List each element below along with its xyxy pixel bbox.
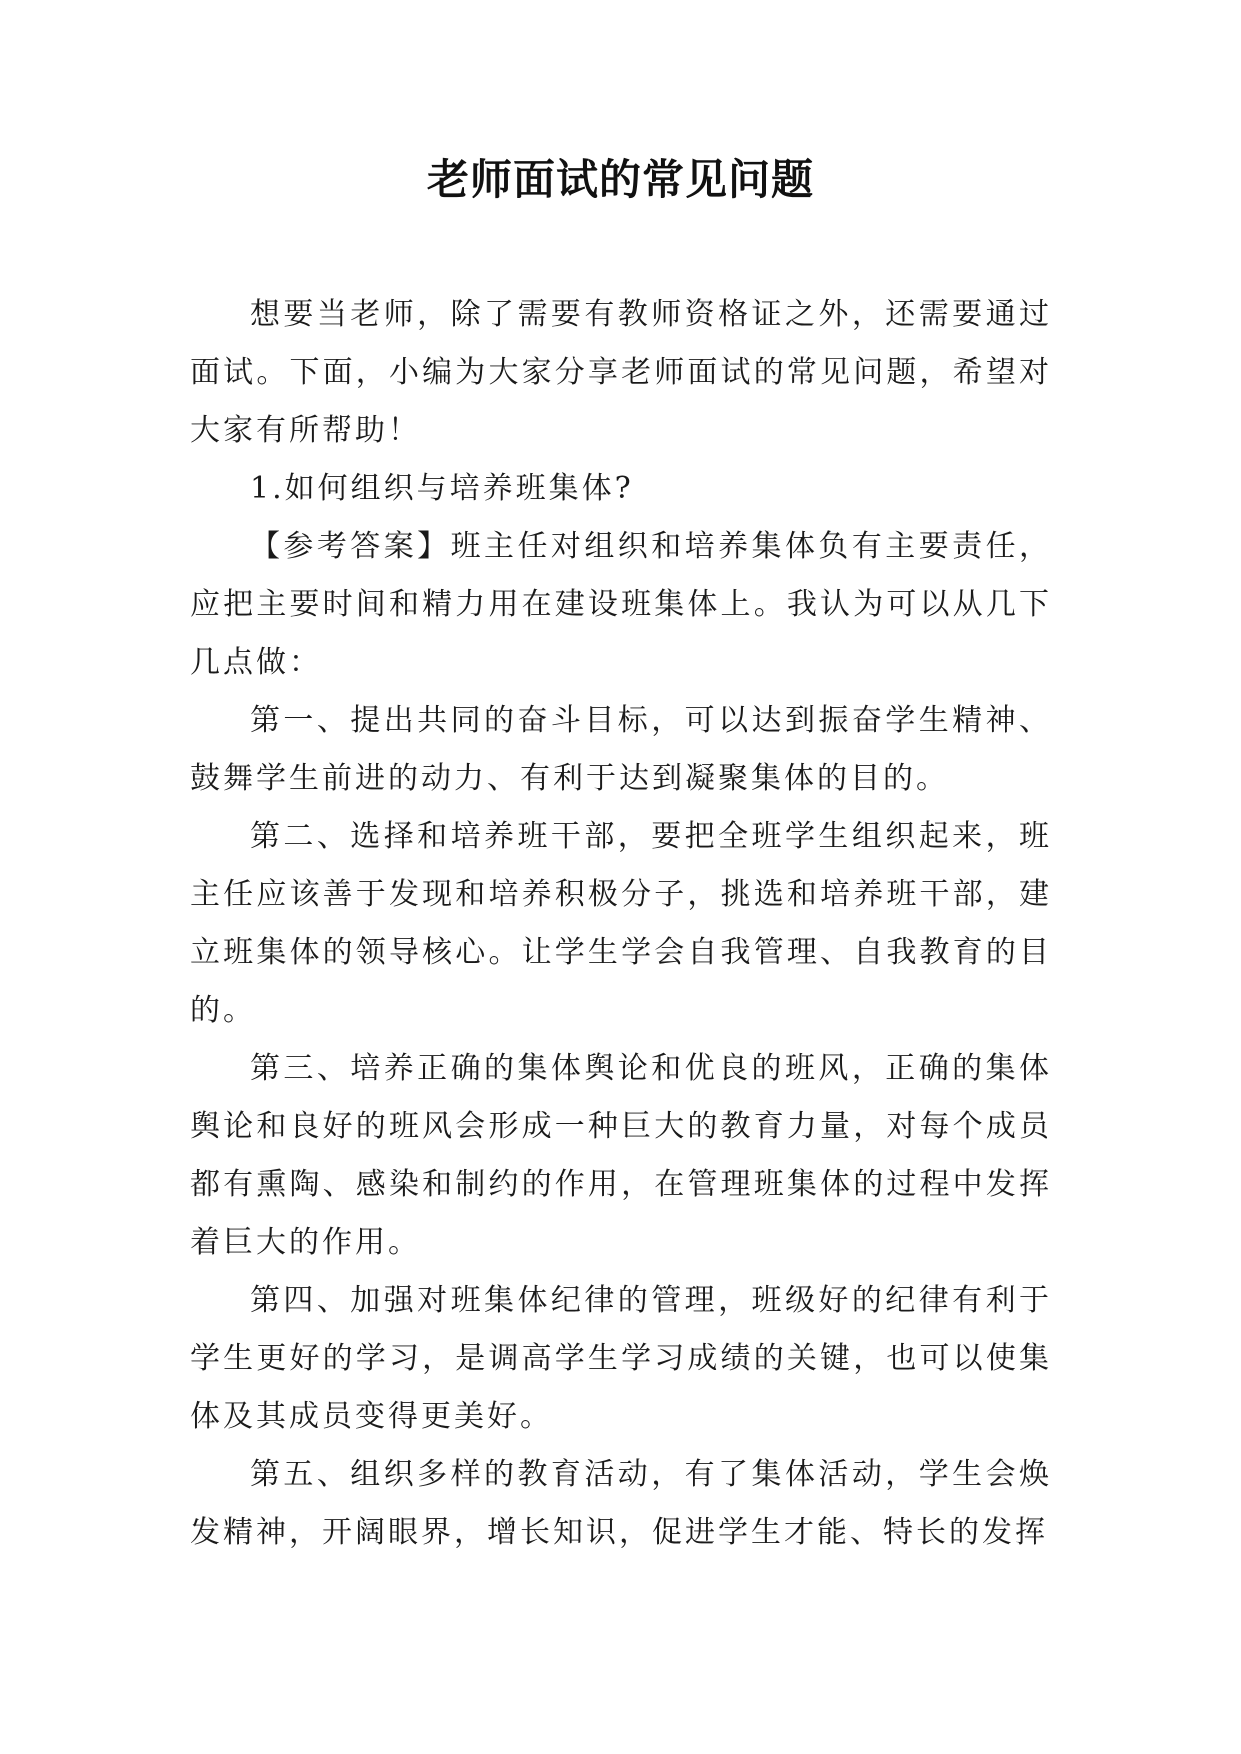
paragraph-answer-intro: 【参考答案】班主任对组织和培养集体负有主要责任，应把主要时间和精力用在建设班集体上。我认为可以从几下几点做： [190,529,1052,680]
paragraph-point-4: 第四、加强对班集体纪律的管理，班级好的纪律有利于学生更好的学习，是调高学生学习成绩的关键，也可以使集体及其成员变得更美好。 [190,1283,1052,1434]
document-title: 老师面试的常见问题 [426,155,814,204]
document-body [190,286,1052,1562]
paragraph-point-2: 第二、选择和培养班干部，要把全班学生组织起来，班主任应该善于发现和培养积极分子，挑选和培养班干部，建立班集体的领导核心。让学生学会自我管理、自我教育的目的。 [190,819,1052,1028]
paragraph-question-1: 1.如何组织与培养班集体? [250,471,634,506]
paragraph-point-1: 第一、提出共同的奋斗目标，可以达到振奋学生精神、鼓舞学生前进的动力、有利于达到凝聚集体的目的。 [190,703,1052,796]
paragraph-intro: 想要当老师，除了需要有教师资格证之外，还需要通过面试。下面，小编为大家分享老师面试的常见问题，希望对大家有所帮助！ [190,297,1052,448]
paragraph-point-3: 第三、培养正确的集体舆论和优良的班风，正确的集体舆论和良好的班风会形成一种巨大的教育力量，对每个成员都有熏陶、感染和制约的作用，在管理班集体的过程中发挥着巨大的作用。 [190,1051,1052,1260]
paragraph-point-5: 第五、组织多样的教育活动，有了集体活动，学生会焕发精神，开阔眼界，增长知识，促进学生才能、特长的发挥 [190,1457,1052,1550]
